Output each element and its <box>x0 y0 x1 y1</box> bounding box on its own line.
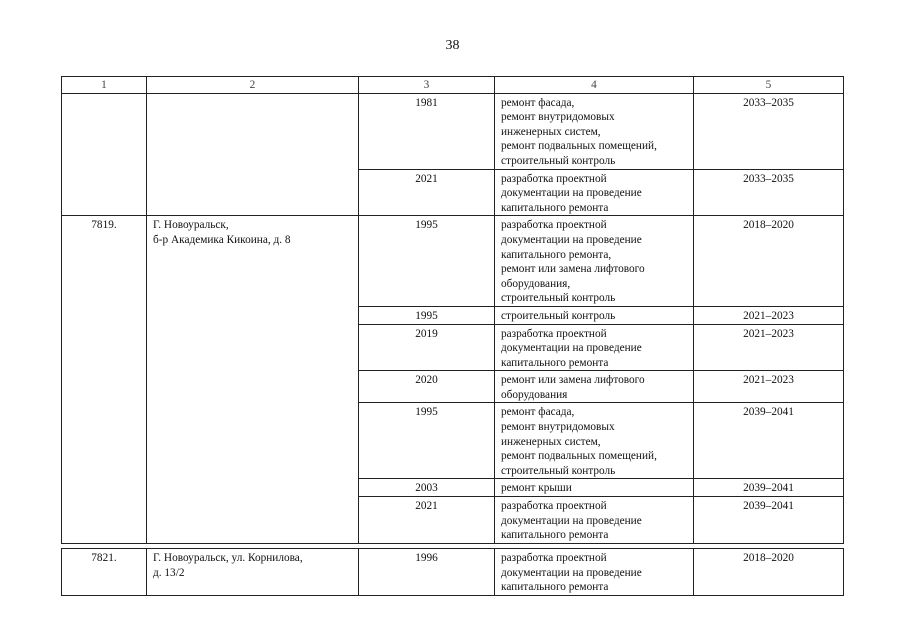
cell-year: 2021 <box>359 497 495 544</box>
cell-period: 2021–2023 <box>694 324 844 371</box>
table-row <box>62 216 844 307</box>
cell-work: ремонт фасада, ремонт внутридомовых инженерных систем, ремонт подвальных помещений, строительный контроль <box>495 403 694 479</box>
cell-year: 2019 <box>359 324 495 371</box>
cell-year: 1995 <box>359 306 495 324</box>
page-number: 38 <box>445 38 460 53</box>
header-row <box>62 77 844 94</box>
cell-number <box>62 93 147 216</box>
cell-work: ремонт фасада, ремонт внутридомовых инженерных систем, ремонт подвальных помещений, строительный контроль <box>495 93 694 169</box>
cell-work: разработка проектной документации на проведение капитального ремонта <box>495 497 694 544</box>
cell-period: 2033–2035 <box>694 169 844 216</box>
second-table <box>61 548 844 596</box>
cell-work: разработка проектной документации на проведение капитального ремонта <box>495 549 694 596</box>
header-cell-1: 1 <box>62 77 147 94</box>
cell-period: 2018–2020 <box>694 216 844 307</box>
cell-period: 2018–2020 <box>694 549 844 596</box>
cell-period: 2039–2041 <box>694 403 844 479</box>
cell-period: 2021–2023 <box>694 306 844 324</box>
cell-year: 1995 <box>359 403 495 479</box>
header-cell-4: 4 <box>495 77 694 94</box>
table-row <box>62 93 844 169</box>
table-row <box>62 549 844 596</box>
header-cell-5: 5 <box>694 77 844 94</box>
cell-work: ремонт крыши <box>495 479 694 497</box>
cell-period: 2039–2041 <box>694 497 844 544</box>
cell-year: 1981 <box>359 93 495 169</box>
cell-work: разработка проектной документации на проведение капитального ремонта, ремонт или замена лифтового оборудования, строительный контроль <box>495 216 694 307</box>
cell-year: 1995 <box>359 216 495 307</box>
cell-year: 2020 <box>359 371 495 403</box>
cell-number: 7819. <box>62 216 147 543</box>
header-cell-2: 2 <box>147 77 359 94</box>
cell-year: 2003 <box>359 479 495 497</box>
cell-address: Г. Новоуральск, б-р Академика Кикоина, д. 8 <box>147 216 359 543</box>
cell-work: ремонт или замена лифтового оборудования <box>495 371 694 403</box>
main-table <box>61 76 844 544</box>
cell-work: строительный контроль <box>495 306 694 324</box>
cell-address: Г. Новоуральск, ул. Корнилова, д. 13/2 <box>147 549 359 596</box>
cell-work: разработка проектной документации на проведение капитального ремонта <box>495 324 694 371</box>
cell-period: 2033–2035 <box>694 93 844 169</box>
header-cell-3: 3 <box>359 77 495 94</box>
cell-address <box>147 93 359 216</box>
cell-work: разработка проектной документации на проведение капитального ремонта <box>495 169 694 216</box>
cell-period: 2039–2041 <box>694 479 844 497</box>
cell-period: 2021–2023 <box>694 371 844 403</box>
cell-number: 7821. <box>62 549 147 596</box>
cell-year: 2021 <box>359 169 495 216</box>
cell-year: 1996 <box>359 549 495 596</box>
